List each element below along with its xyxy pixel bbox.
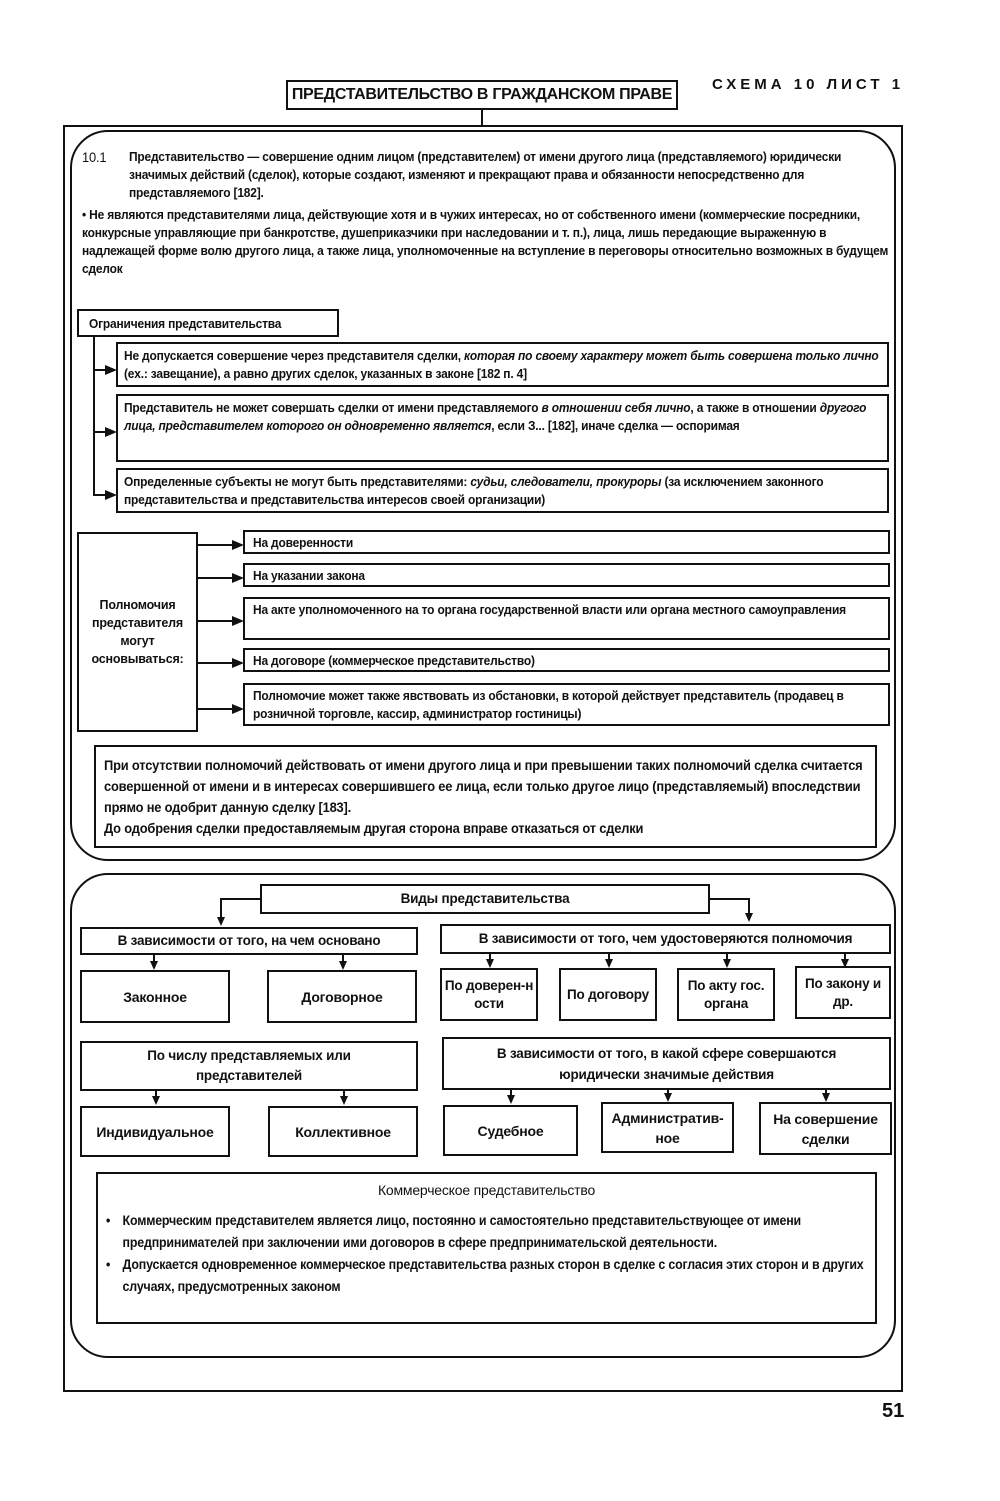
limitation-item-2: Представитель не может совершать сделки от имени представляемого в отношении себя лично, а также в отношении другого лица, представителем которого он одновременно является, если З... [182], иначе сделка — оспоримая [116, 394, 889, 462]
arrow-down-icon [340, 1096, 348, 1105]
limitations-trunk [93, 337, 95, 495]
type-by-state-act: По акту гос. органа [677, 968, 775, 1021]
authority-item-2: На указании закона [243, 563, 890, 587]
types-heading-box [260, 884, 710, 914]
arrow-down-icon [605, 959, 613, 968]
commercial-bullet-1: • Коммерческим представителем является лицо, постоянно и самостоятельно представительствующее от имени предпринимателей при заключении ими договоров в сфере предпринимательской деятельности. [106, 1213, 802, 1250]
arrow-down-icon [507, 1095, 515, 1104]
type-contractual: Договорное [267, 970, 417, 1023]
authority-item-5: Полномочие может также явствовать из обстановки, в которой действует представитель (продавец в розничной торговле, кассир, администратор гостиницы) [243, 683, 890, 726]
definition-bullet-text: Не являются представителями лица, действующие хотя и в чужих интересах, но от собственного имени (коммерческие посредники, конкурсные управляющие при банкротстве, душеприказчики при наследовании и т. п.), лица, лишь передающие выраженную в надлежащей форме волю другого лица, а также лица, уполномоченные на вступление в переговоры относительно возможных в будущем сделок [82, 207, 889, 276]
arrow-down-icon [664, 1093, 672, 1102]
commercial-heading: Коммерческое представительство [377, 1182, 596, 1198]
arrow-down-icon [723, 959, 731, 968]
arrow-down-icon [217, 917, 225, 926]
type-administrative: Административ-ное [601, 1102, 734, 1153]
type-collective: Коллективное [268, 1106, 418, 1157]
page-title: ПРЕДСТАВИТЕЛЬСТВО В ГРАЖДАНСКОМ ПРАВЕ [291, 86, 673, 103]
type-by-power-of-attorney: По доверен-ности [440, 968, 538, 1021]
arrow-down-icon [822, 1093, 830, 1102]
arrow-down-icon [745, 913, 753, 922]
type-by-contract: По договору [559, 968, 657, 1021]
authority-item-4: На договоре (коммерческое представительство) [243, 648, 890, 672]
arrow-down-icon [150, 961, 158, 970]
types-heading: Виды представительства [400, 891, 570, 906]
definition-term: Представительство [129, 149, 245, 164]
arrow-down-icon [339, 961, 347, 970]
limitation-item-1: Не допускается совершение через представителя сделки, которая по своему характеру может быть совершена только лично (ex.: завещание), а равно других сделок, указанных в законе [182 п. 4] [116, 342, 889, 387]
types-group-sphere: В зависимости от того, в какой сфере совершаются юридически значимые действия [442, 1037, 891, 1090]
types-group-certification: В зависимости от того, чем удостоверяются полномочия [440, 924, 891, 954]
scheme-label: СХЕМА 10 ЛИСТ 1 [712, 76, 905, 93]
authority-label: Полномочия представителя могут основываться: [91, 598, 184, 666]
page-title-box [286, 80, 678, 110]
limitations-heading-box [77, 309, 339, 337]
page-number: 51 [882, 1400, 905, 1422]
authority-label-box [77, 532, 198, 732]
authority-item-1: На доверенности [243, 530, 890, 554]
no-authority-note: При отсутствии полномочий действовать от имени другого лица и при превышении таких полномочий сделка считается совершенной от имени и в интересах совершившего ее лица, если только другое лицо (представляемый) впоследствии прямо не одобрит данную сделку [183]. До одобрения сделки предоставляемым другая сторона вправе отказаться от сделки [94, 745, 877, 848]
definition-text [129, 148, 889, 202]
types-group-number: По числу представляемых или представителей [80, 1041, 418, 1091]
type-legal: Законное [80, 970, 230, 1023]
type-transaction: На совершение сделки [759, 1102, 892, 1155]
definition-bullet: • Не являются представителями лица, действующие хотя и в чужих интересах, но от собственного имени (коммерческие посредники, конкурсные управляющие при банкротстве, душеприказчики при наследовании и т. п.), лица, лишь передающие выраженную в надлежащей форме волю другого лица, а также лица, уполномоченные на вступление в переговоры относительно возможных в будущем сделок [82, 207, 889, 276]
limitation-item-3: Определенные субъекты не могут быть представителями: судьи, следователи, прокуроры (за исключением законного представительства и представительства интересов своей организации) [116, 468, 889, 513]
commercial-box [96, 1172, 877, 1324]
type-judicial: Судебное [443, 1105, 578, 1156]
authority-item-3: На акте уполномоченного на то органа государственной власти или органа местного самоуправления [243, 597, 890, 640]
definition-number: 10.1 [82, 149, 107, 165]
commercial-bullet-2: • Допускается одновременное коммерческое представительства разных сторон в сделке с согласия этих сторон и в других случаях, предусмотренных законом [106, 1257, 864, 1294]
types-group-basis: В зависимости от того, на чем основано [80, 927, 418, 955]
type-by-law: По закону и др. [795, 966, 891, 1019]
arrow-down-icon [152, 1096, 160, 1105]
limitations-heading: Ограничения представительства [89, 316, 282, 331]
title-connector [481, 110, 483, 126]
definition-body: — совершение одним лицом (представителем) от имени другого лица (представляемого) юридически значимых действий (сделок), которые создают, изменяют и прекращают права и обязанности непосредственно для представляемого [182]. [129, 149, 842, 200]
arrow-down-icon [486, 959, 494, 968]
type-individual: Индивидуальное [80, 1106, 230, 1157]
